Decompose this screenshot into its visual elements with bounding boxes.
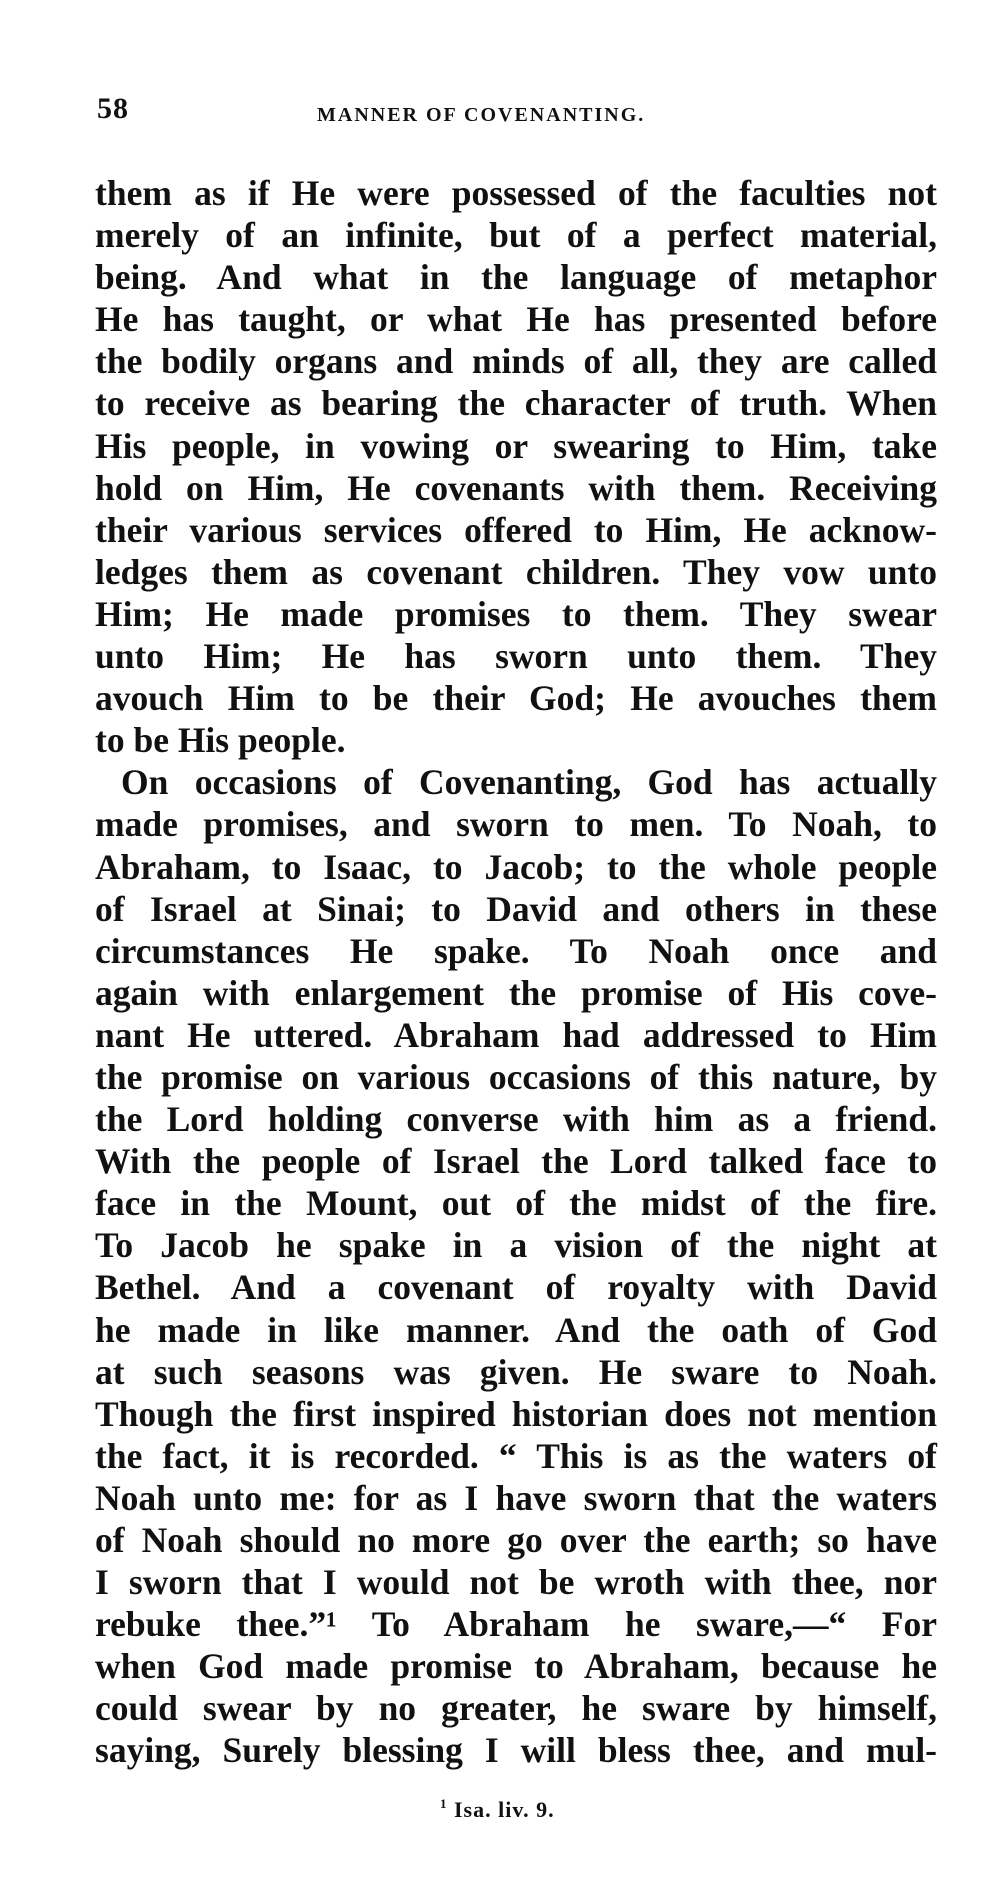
- paragraph-start-line: On occasions of Covenanting, God has actually: [121, 762, 937, 803]
- text-line: unto Him; He has sworn unto them. They: [95, 636, 937, 677]
- text-line: His people, in vowing or swearing to Him, take: [95, 425, 937, 466]
- paragraph-end-line: to be His people.: [95, 720, 346, 761]
- body-text: [95, 172, 937, 1772]
- text-line: merely of an infinite, but of a perfect material,: [95, 215, 937, 256]
- text-line: Noah unto me: for as I have sworn that the waters: [95, 1477, 937, 1518]
- text-line: Him; He made promises to them. They swear: [95, 593, 937, 634]
- text-line: made promises, and sworn to men. To Noah, to: [95, 804, 937, 845]
- text-line: the promise on various occasions of this nature, by: [95, 1056, 937, 1097]
- text-line: Though the first inspired historian does not mention: [95, 1393, 937, 1434]
- text-line: them as if He were possessed of the faculties not: [95, 173, 937, 213]
- text-line: Bethel. And a covenant of royalty with David: [95, 1267, 937, 1308]
- text-line: With the people of Israel the Lord talked face to: [95, 1141, 937, 1182]
- text-line: avouch Him to be their God; He avouches them: [95, 678, 937, 719]
- text-line: could swear by no greater, he sware by himself,: [95, 1688, 937, 1729]
- footnote: [440, 1796, 555, 1823]
- text-line: face in the Mount, out of the midst of the fire.: [95, 1183, 937, 1224]
- text-line: to receive as bearing the character of truth. When: [95, 383, 937, 424]
- text-line: the Lord holding converse with him as a friend.: [95, 1099, 937, 1140]
- text-line: of Noah should no more go over the earth; so have: [95, 1520, 937, 1560]
- text-line: being. And what in the language of metaphor: [95, 257, 937, 298]
- text-line: ledges them as covenant children. They vow unto: [95, 551, 937, 592]
- text-line: I sworn that I would not be wroth with thee, nor: [95, 1562, 937, 1603]
- text-line: when God made promise to Abraham, because he: [95, 1646, 937, 1687]
- text-line: he made in like manner. And the oath of God: [95, 1309, 937, 1350]
- text-line: nant He uttered. Abraham had addressed to Him: [95, 1014, 937, 1055]
- text-line: at such seasons was given. He sware to Noah.: [95, 1351, 937, 1392]
- text-line: of Israel at Sinai; to David and others in these: [95, 888, 937, 929]
- running-head: MANNER OF COVENANTING.: [317, 104, 646, 126]
- page-header: [95, 92, 935, 132]
- text-line: saying, Surely blessing I will bless thee, and mul-: [95, 1730, 937, 1771]
- text-line: the bodily organs and minds of all, they are called: [95, 341, 937, 382]
- footnote-text: Isa. liv. 9.: [454, 1797, 555, 1822]
- text-line: the fact, it is recorded. “ This is as the waters of: [95, 1435, 937, 1476]
- page-number: 58: [97, 92, 129, 125]
- text-line: again with enlargement the promise of His cove-: [95, 972, 937, 1013]
- text-line: He has taught, or what He has presented before: [95, 299, 937, 340]
- text-line: circumstances He spake. To Noah once and: [95, 930, 937, 971]
- footnote-marker: 1: [440, 1796, 448, 1811]
- text-line: To Jacob he spake in a vision of the night at: [95, 1225, 937, 1266]
- text-line: Abraham, to Isaac, to Jacob; to the whole people: [95, 846, 937, 887]
- text-line: hold on Him, He covenants with them. Receiving: [95, 467, 937, 508]
- text-line: rebuke thee.”¹ To Abraham he sware,—“ For: [95, 1604, 937, 1645]
- text-line: their various services offered to Him, He acknow-: [95, 509, 937, 550]
